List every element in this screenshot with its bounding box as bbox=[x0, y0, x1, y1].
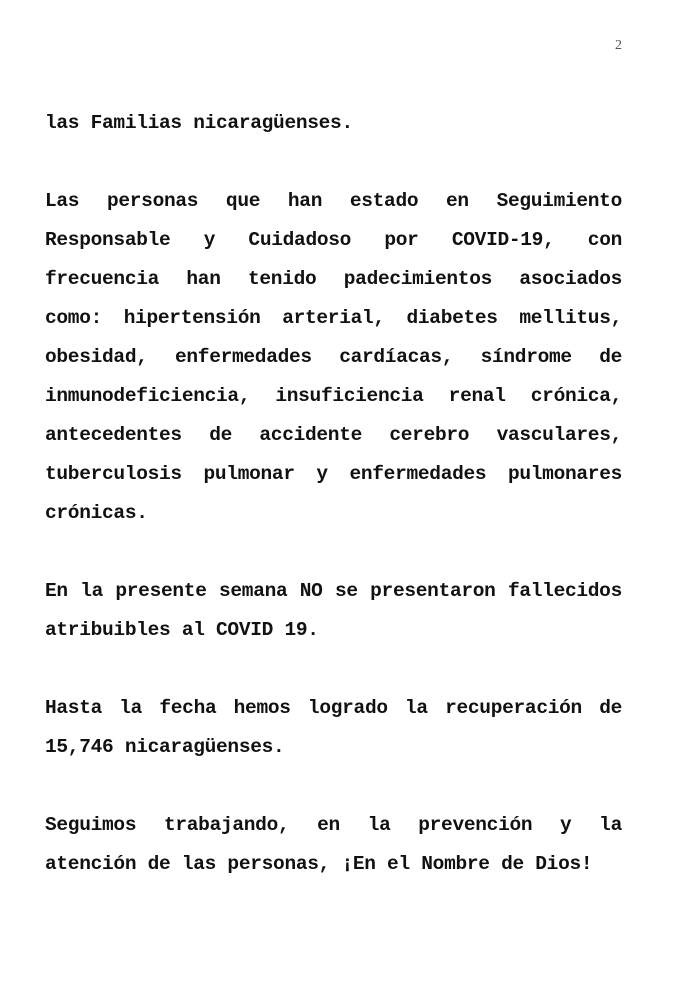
paragraph-deaths: En la presente semana NO se presentaron fallecidos atribuibles al COVID 19. bbox=[45, 580, 622, 641]
paragraph-closing-message: Seguimos trabajando, en la prevención y la atención de las personas, ¡En el Nombre de Dios! bbox=[45, 814, 622, 875]
paragraph-comorbidities[interactable]: Las personas que han estado en Seguimiento Responsable y Cuidadoso por COVID-19, con frecuencia han tenido padecimientos asociados como: hipertensión arterial, diabetes mellitus, obesidad, enfermedades cardíacas, síndrome de inmunodeficiencia, insuficiencia renal crónica, antecedentes de accidente cerebro vasculares, tuberculosis pulmonar y enfermedades pulmonares crónicas. bbox=[45, 190, 622, 524]
paragraph-closing-line: las Familias nicaragüenses. bbox=[45, 112, 353, 134]
paragraph-recoveries: Hasta la fecha hemos logrado la recuperación de 15,746 nicaragüenses. bbox=[45, 697, 622, 758]
document-body bbox=[45, 104, 622, 884]
page-number: 2 bbox=[615, 38, 622, 53]
